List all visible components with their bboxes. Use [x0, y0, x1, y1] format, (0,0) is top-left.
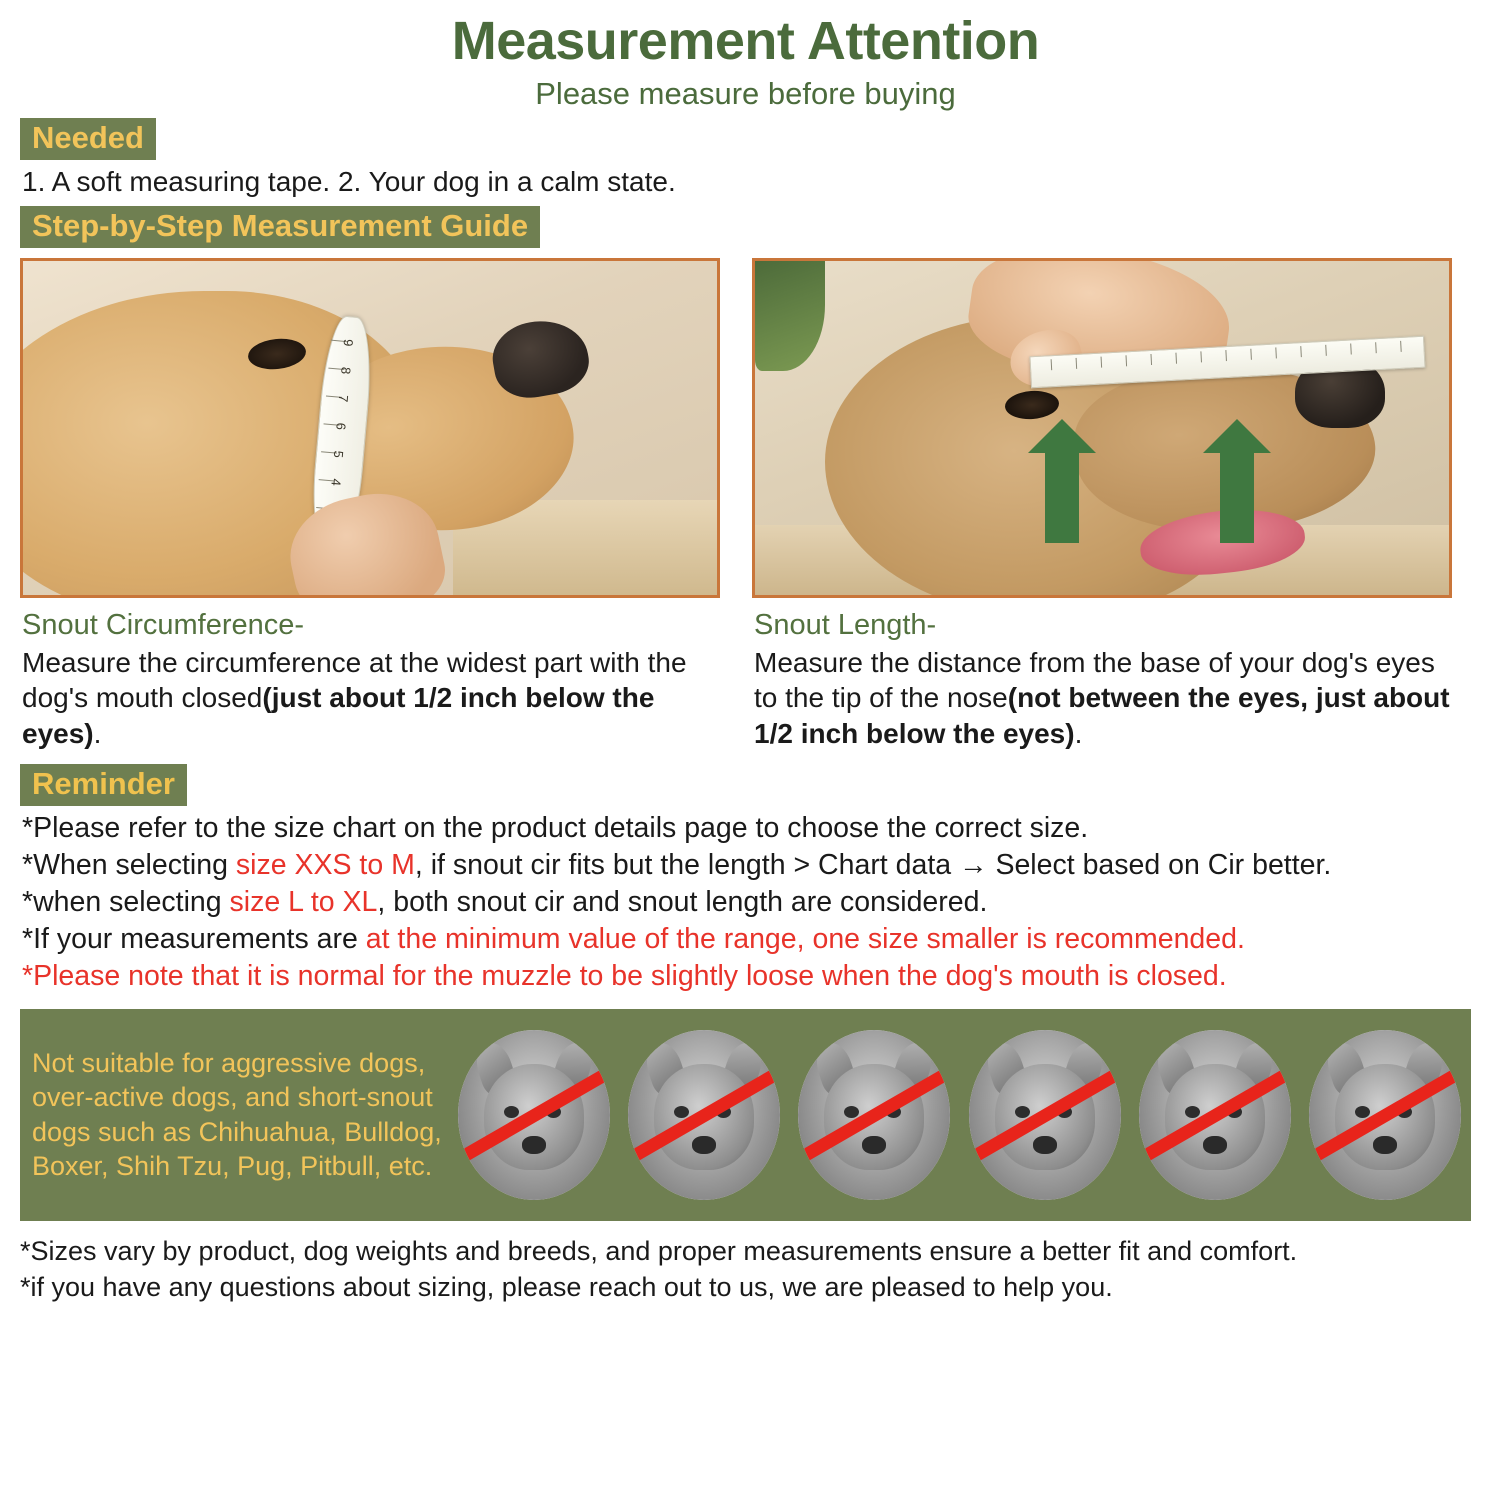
no-chihuahua-icon [458, 1030, 610, 1200]
footer-notes [20, 1233, 1471, 1306]
no-pug-icon [1139, 1030, 1291, 1200]
page-subtitle: Please measure before buying [535, 76, 956, 112]
caption-plain-1: Measure the circumference at the widest part with the dog's mouth closed [22, 646, 687, 714]
reminder-line-1: *Please refer to the size chart on the product details page to choose the correct size. [22, 811, 1089, 844]
reminder-line-3-a: *when selecting [22, 885, 230, 918]
reminder-line-3-b: , both snout cir and snout length are considered. [377, 885, 988, 918]
caption-bold-1: (just about 1/2 inch below the eyes) [22, 682, 655, 750]
plant-decoration [755, 261, 825, 371]
no-pitbull-icon [1309, 1030, 1461, 1200]
up-arrow-icon-left [1045, 451, 1079, 543]
guide-tag: Step-by-Step Measurement Guide [20, 206, 540, 248]
footer-line-2: *if you have any questions about sizing, please reach out to us, we are pleased to help you. [20, 1272, 1113, 1303]
reminder-line-4 [22, 921, 1471, 958]
needed-text: 1. A soft measuring tape. 2. Your dog in a calm state. [22, 165, 676, 197]
caption-plain-1: Measure the distance from the base of your dog's eyes to the tip of the nose [754, 646, 1435, 714]
needed-section [20, 118, 1471, 200]
caption-bold-1: (not between the eyes, just about 1/2 inch below the eyes) [754, 682, 1450, 750]
measuring-tape-icon: 9 8 7 6 5 4 [308, 314, 376, 547]
not-suitable-icons [458, 1030, 1461, 1200]
reminder-line-3 [22, 884, 1471, 921]
caption-title-circumference: Snout Circumference- [22, 608, 305, 641]
reminder-line-4-highlight: at the minimum value of the range, one size smaller is recommended. [365, 922, 1245, 955]
reminder-line-4-a: *If your measurements are [22, 922, 366, 955]
reminder-section [20, 764, 1471, 995]
needed-tag: Needed [20, 118, 156, 160]
guide-columns [20, 258, 1471, 752]
reminder-line-3-highlight: size L to XL [229, 885, 378, 918]
reminder-line-5: *Please note that it is normal for the muzzle to be slightly loose when the dog's mouth is closed. [22, 959, 1227, 992]
snout-length-photo [752, 258, 1452, 598]
not-suitable-band [20, 1009, 1471, 1221]
no-terrier-icon [628, 1030, 780, 1200]
caption-body-length [754, 645, 1452, 752]
reminder-line-2 [22, 847, 1471, 884]
guide-column-length [752, 258, 1452, 752]
caption-title-length: Snout Length- [754, 608, 937, 641]
not-suitable-text: Not suitable for aggressive dogs, over-active dogs, and short-snout dogs such as Chihuahua, Bulldog, Boxer, Shih Tzu, Pug, Pitbull, etc. [32, 1047, 442, 1182]
snout-circumference-photo [20, 258, 720, 598]
up-arrow-icon-right [1220, 451, 1254, 543]
reminder-tag: Reminder [20, 764, 187, 806]
reminder-line-2-highlight: size XXS to M [235, 848, 415, 881]
reminder-line-2-a: *When selecting [22, 848, 236, 881]
footer-line-1: *Sizes vary by product, dog weights and breeds, and proper measurements ensure a better fit and comfort. [20, 1235, 1298, 1266]
caption-plain-2: . [93, 718, 102, 750]
no-french-bulldog-icon [798, 1030, 950, 1200]
caption-body-circumference [22, 645, 720, 752]
caption-plain-2: . [1074, 718, 1083, 750]
reminder-text [22, 810, 1471, 995]
guide-column-circumference [20, 258, 720, 752]
guide-section [20, 206, 1471, 752]
reminder-line-2-b: , if snout cir fits but the length > Chart data → Select based on Cir better. [414, 848, 1332, 881]
page-title: Measurement Attention [451, 11, 1040, 71]
no-bulldog-icon [969, 1030, 1121, 1200]
